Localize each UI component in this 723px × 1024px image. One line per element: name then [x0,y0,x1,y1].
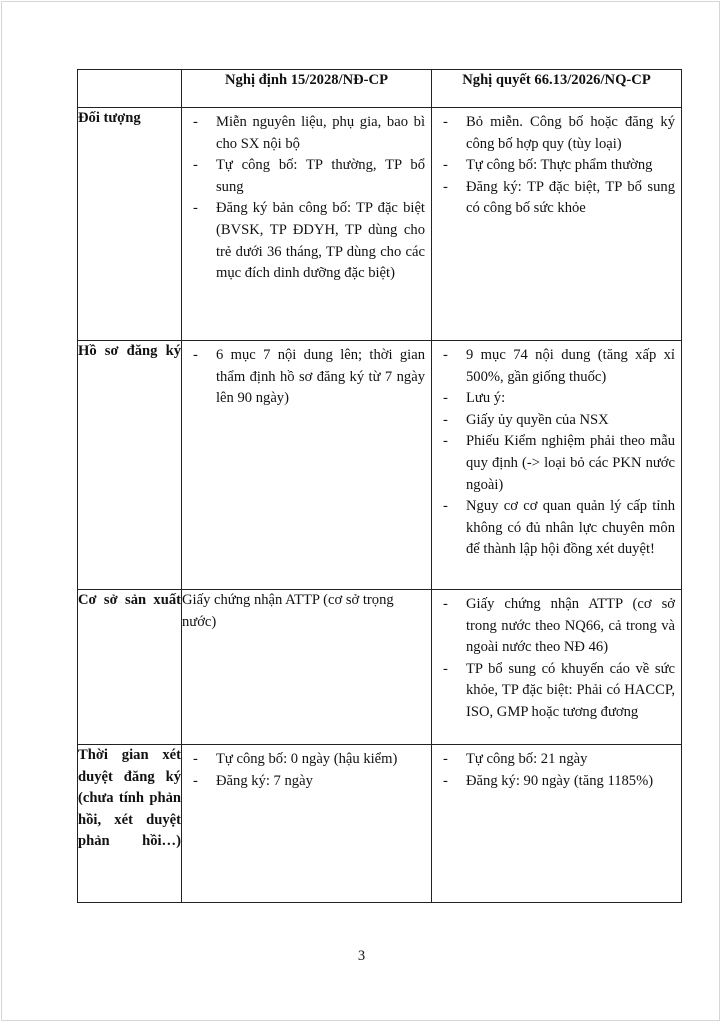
list-item: - Giấy ủy quyền của NSX [440,410,675,432]
row-label: Đối tượng [78,108,182,341]
row-label: Cơ sở sản xuất [78,590,182,745]
decree-cell [182,108,432,341]
resolution-list [432,108,681,224]
list-item: - 6 mục 7 nội dung lên; thời gian thẩm định hồ sơ đăng ký từ 7 ngày lên 90 ngày) [190,345,425,410]
resolution-cell [432,745,682,903]
header-decree-15: Nghị định 15/2028/NĐ-CP [182,70,432,108]
list-item: - Tự công bố: Thực phẩm thường [440,155,675,177]
list-item: - Lưu ý: [440,388,675,410]
list-item: - Tự công bố: 21 ngày [440,749,675,771]
comparison-table [77,69,682,903]
decree-list [182,745,431,796]
header-resolution-66: Nghị quyết 66.13/2026/NQ-CP [432,70,682,108]
table-header-row [78,70,682,108]
list-item: - Tự công bố: 0 ngày (hậu kiểm) [190,749,425,771]
list-item: - Đăng ký bản công bố: TP đặc biệt (BVSK, TP ĐDYH, TP dùng cho trẻ dưới 36 tháng, TP dùng cho các mục đích dinh dưỡng đặc biệt) [190,198,425,284]
resolution-cell [432,108,682,341]
decree-list [182,341,431,414]
table-row-thoi-gian-xet-duyet [78,745,682,903]
decree-cell [182,745,432,903]
decree-cell-text: Giấy chứng nhận ATTP (cơ sở trọng nước) [182,590,432,745]
table-row-ho-so-dang-ky [78,341,682,590]
list-item: - Đăng ký: TP đặc biệt, TP bổ sung có công bố sức khỏe [440,177,675,220]
list-item: - Bỏ miễn. Công bố hoặc đăng ký công bố hợp quy (tùy loại) [440,112,675,155]
list-item: - 9 mục 74 nội dung (tăng xấp xỉ 500%, gần giống thuốc) [440,345,675,388]
list-item: - Đăng ký: 90 ngày (tăng 1185%) [440,771,675,793]
list-item: - Tự công bố: TP thường, TP bổ sung [190,155,425,198]
resolution-list [432,341,681,565]
header-empty-cell [78,70,182,108]
resolution-list [432,590,681,728]
table-row-doi-tuong [78,108,682,341]
list-item: - Phiếu Kiểm nghiệm phải theo mẫu quy định (-> loại bỏ các PKN nước ngoài) [440,431,675,496]
list-item: - Đăng ký: 7 ngày [190,771,425,793]
list-item: - TP bổ sung có khuyến cáo về sức khỏe, TP đặc biệt: Phải có HACCP, ISO, GMP hoặc tương đương [440,659,675,724]
row-label: Hồ sơ đăng ký [78,341,182,590]
page-number: 3 [357,948,366,964]
decree-list [182,108,431,289]
table-row-co-so-san-xuat [78,590,682,745]
decree-cell [182,341,432,590]
resolution-cell [432,341,682,590]
resolution-list [432,745,681,796]
resolution-cell [432,590,682,745]
row-label: Thời gian xét duyệt đăng ký (chưa tính phản hồi, xét duyệt phản hồi…) [78,745,182,903]
list-item: - Giấy chứng nhận ATTP (cơ sở trong nước theo NQ66, cả trong và ngoài nước theo NĐ 46) [440,594,675,659]
list-item: - Miễn nguyên liệu, phụ gia, bao bì cho SX nội bộ [190,112,425,155]
list-item: - Nguy cơ cơ quan quản lý cấp tỉnh không có đủ nhân lực chuyên môn để thành lập hội đồng xét duyệt! [440,496,675,561]
